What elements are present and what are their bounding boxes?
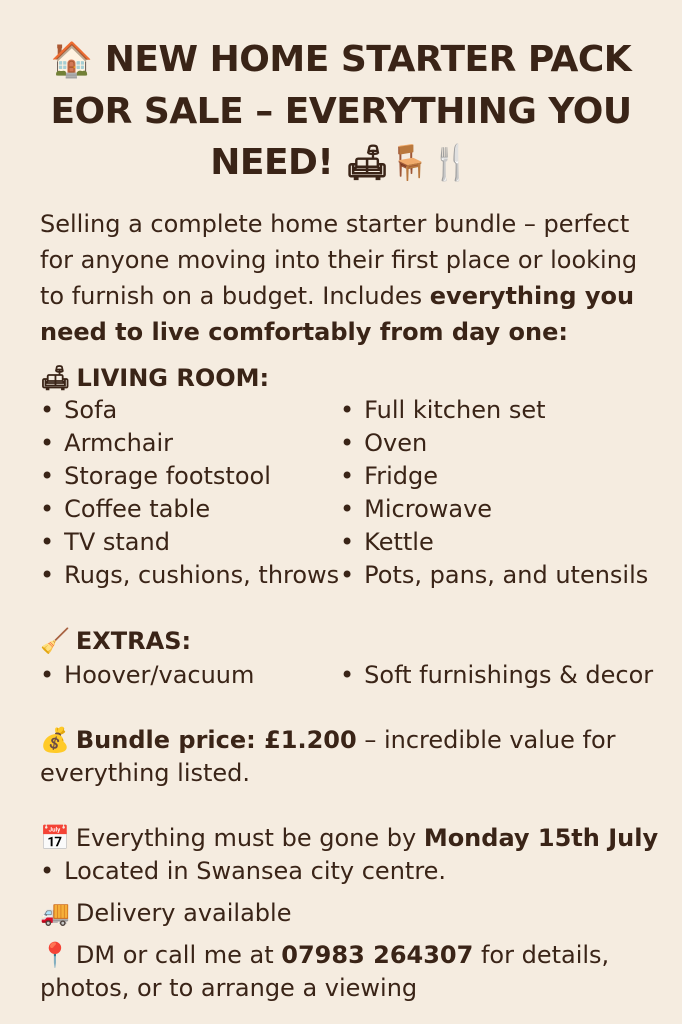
phone-number[interactable]: 07983 264307 xyxy=(281,941,474,969)
armchair-icon: 🛋 xyxy=(40,364,71,392)
sofa-icon: 🪑 xyxy=(388,143,430,183)
list-item: • Full kitchen set xyxy=(340,394,648,427)
living-room-list-left xyxy=(40,394,339,592)
list-item: • Armchair xyxy=(40,427,339,460)
living-room-list-right xyxy=(340,394,648,592)
delivery-line: 🚚 Delivery available xyxy=(40,897,660,930)
pin-icon: 📍 xyxy=(40,941,70,969)
broom-icon: 🧹 xyxy=(40,627,70,655)
list-item: • Oven xyxy=(340,427,648,460)
list-item: • Hoover/vacuum xyxy=(40,659,254,692)
list-item: • Kettle xyxy=(340,526,648,559)
deadline-line: 📅 Everything must be gone by Monday 15th July xyxy=(40,822,660,855)
list-item: • Storage footstool xyxy=(40,460,339,493)
contact-line: 📍 DM or call me at 07983 264307 for details, photos, or to arrange a viewing xyxy=(40,941,610,1002)
title-line-1: 🏠 NEW HOME STARTER PACK xyxy=(50,39,632,80)
list-item: • Microwave xyxy=(340,493,648,526)
price-line: 💰 Bundle price: £1.200 – incredible value for everything listed. xyxy=(40,726,616,787)
list-item: • Sofa xyxy=(40,394,339,427)
utensils-icon: 🍴 xyxy=(429,143,472,183)
truck-icon: 🚚 xyxy=(40,899,70,927)
house-icon: 🏠 xyxy=(50,40,93,80)
armchair-icon: 🛋 xyxy=(345,143,389,183)
location-item: • Located in Swansea city centre. xyxy=(40,855,446,888)
extras-list-right xyxy=(340,659,653,692)
page-title xyxy=(0,34,682,189)
list-item: • Pots, pans, and utensils xyxy=(340,559,648,592)
title-line-2: EOR SALE – EVERYTHING YOU xyxy=(50,91,632,132)
extras-list-left xyxy=(40,659,254,692)
title-line-3: NEED! 🛋🪑🍴 xyxy=(210,142,472,183)
list-item: • Soft furnishings & decor xyxy=(340,659,653,692)
list-item: • TV stand xyxy=(40,526,339,559)
living-room-heading: 🛋 LIVING ROOM: xyxy=(40,364,270,392)
calendar-icon: 📅 xyxy=(40,824,70,852)
money-icon: 💰 xyxy=(40,726,70,754)
list-item: • Rugs, cushions, throws xyxy=(40,559,339,592)
location-list xyxy=(40,855,446,888)
list-item: • Coffee table xyxy=(40,493,339,526)
list-item: • Fridge xyxy=(340,460,648,493)
extras-heading: 🧹 EXTRAS: xyxy=(40,627,192,655)
intro-paragraph: Selling a complete home starter bundle – perfect for anyone moving into their first place or looking to furnish on a budget. Includes everything you need to live comfortably from day one: xyxy=(40,210,638,346)
